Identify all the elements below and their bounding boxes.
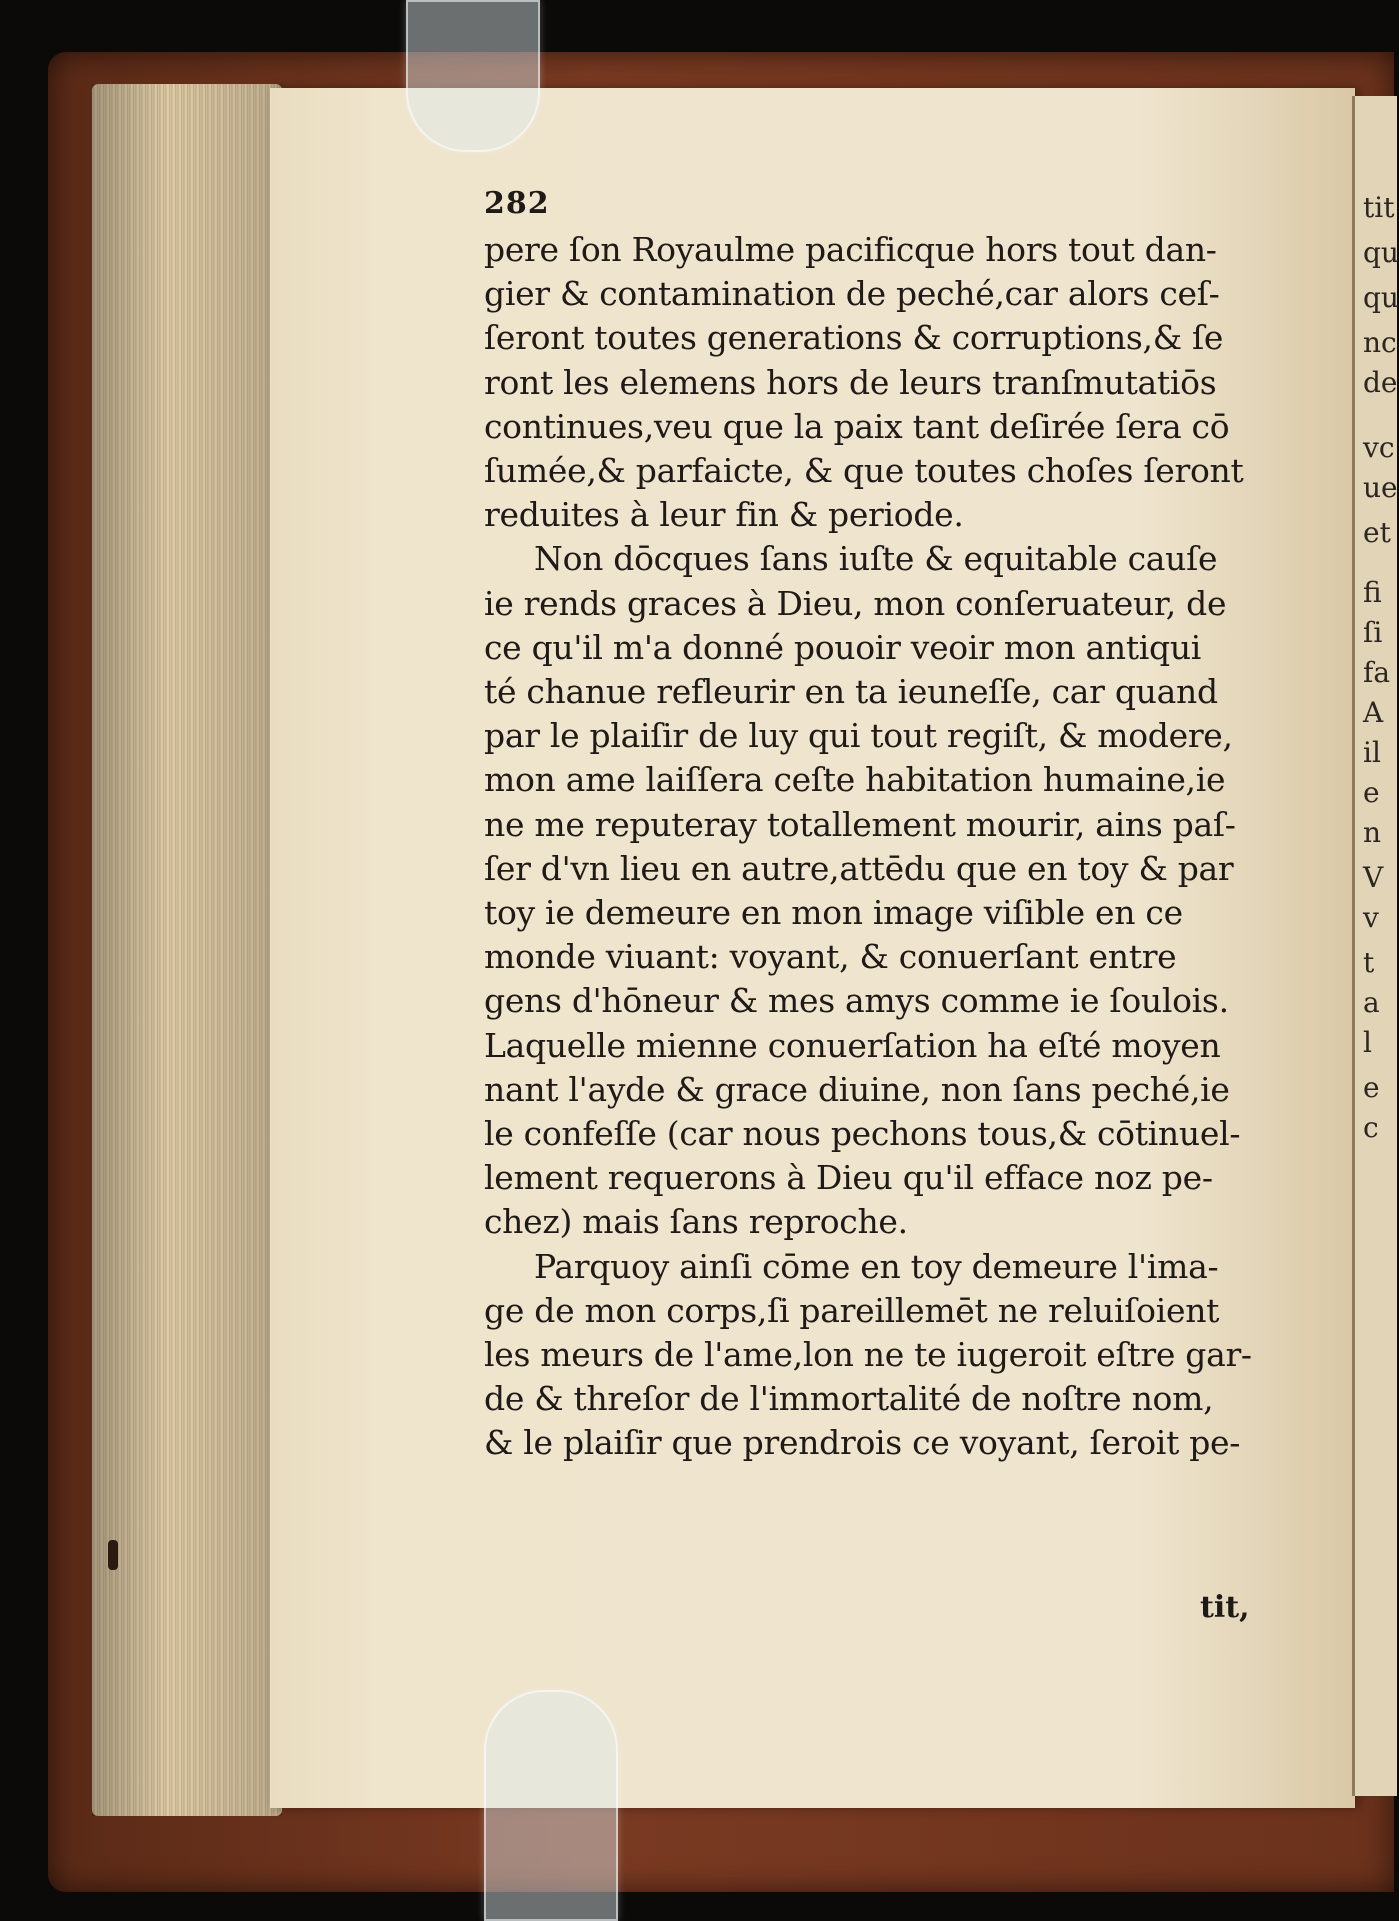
text-line: de & threſor de l'immortalité de noſtre nom, [484,1379,1214,1419]
text-line: ne me reputeray totallement mourir, ains paſ- [484,804,1236,844]
bottom-page-clip [484,1690,618,1921]
text-line: reduites à leur fin & periode. [484,495,964,535]
text-line: ſer d'vn lieu en autre,attēdu que en toy & par [484,848,1234,888]
text-line: monde viuant: voyant, & conuerſant entre [484,937,1177,977]
facing-page-fragment: et [1363,516,1391,549]
facing-page-fragment: V [1363,861,1384,894]
facing-page-fragment: a [1363,986,1380,1019]
text-line: lement requerons à Dieu qu'il efface noz pe- [484,1158,1213,1198]
text-line: & le plaiſir que prendrois ce voyant, ſeroit pe- [484,1423,1241,1463]
facing-page-fragment: tit [1363,191,1395,224]
facing-page-edge [1352,96,1397,1796]
facing-page-fragment: t [1363,946,1375,979]
text-line: ce qu'il m'a donné pouoir veoir mon antiqui [484,627,1202,667]
text-line: nant l'ayde & grace diuine, non ſans peché,ie [484,1069,1230,1109]
text-line: mon ame laiſſera ceſte habitation humaine,ie [484,760,1226,800]
text-line: ront les elemens hors de leurs tranſmutatiōs [484,362,1217,402]
page-number: 282 [484,186,550,221]
facing-page-fragment: c [1363,1111,1379,1144]
facing-page-fragment: n [1363,816,1382,849]
facing-page-fragment: qu [1363,236,1399,269]
text-line: Non dōcques ſans iuſte & equitable cauſe [534,539,1218,579]
facing-page-fragment: nc [1363,326,1397,359]
text-line: continues,veu que la paix tant deſirée ſera cō [484,406,1230,446]
text-line: toy ie demeure en mon image viſible en ce [484,893,1183,932]
facing-page-fragment: fa [1363,656,1391,689]
top-page-clip [406,0,540,152]
page-edges [92,84,282,1816]
text-line: Laquelle mienne conuerſation ha eſté moyen [484,1025,1221,1065]
facing-page-fragment: v [1363,901,1379,934]
text-line: gier & contamination de peché,car alors ceſ- [484,274,1220,314]
text-line: pere ſon Royaulme pacificque hors tout dan- [484,230,1217,269]
facing-page-fragment: de [1363,366,1398,399]
facing-page-fragment: fi [1363,576,1382,609]
facing-page-fragment: A [1363,696,1384,729]
facing-page-fragment: e [1363,1071,1380,1104]
text-line: par le plaiſir de luy qui tout regiſt, & modere, [484,716,1233,756]
text-line: le confeſſe (car nous pechons tous,& cōtinuel- [484,1114,1241,1153]
facing-page-fragment: vc [1363,431,1395,464]
facing-page-fragment: ue [1363,471,1398,504]
facing-page-fragment: l [1363,1026,1372,1059]
text-line: ge de mon corps,ſi pareillemēt ne reluiſoient [484,1290,1220,1330]
text-line: ſeront toutes generations & corruptions,& ſe [484,318,1224,358]
facing-page-fragment: qu [1363,281,1399,314]
text-line: chez) mais ſans reproche. [484,1202,908,1242]
text-line: les meurs de l'ame,lon ne te iugeroit eſtre gar- [484,1335,1252,1374]
facing-page-fragment: ſi [1363,616,1383,649]
catchword: tit, [1200,1590,1250,1625]
text-line: Parquoy ainſi cōme en toy demeure l'ima- [534,1246,1219,1286]
facing-page-fragment: e [1363,776,1380,809]
text-line: té chanue refleurir en ta ieuneſſe, car quand [484,672,1218,711]
text-line: ie rends graces à Dieu, mon conſeruateur, de [484,583,1227,623]
binding-mark [108,1540,118,1570]
text-line: gens d'hōneur & mes amys comme ie ſoulois. [484,981,1229,1021]
text-line: ſumée,& parfaicte, & que toutes choſes ſeront [484,451,1244,490]
facing-page-fragment: il [1363,736,1381,769]
